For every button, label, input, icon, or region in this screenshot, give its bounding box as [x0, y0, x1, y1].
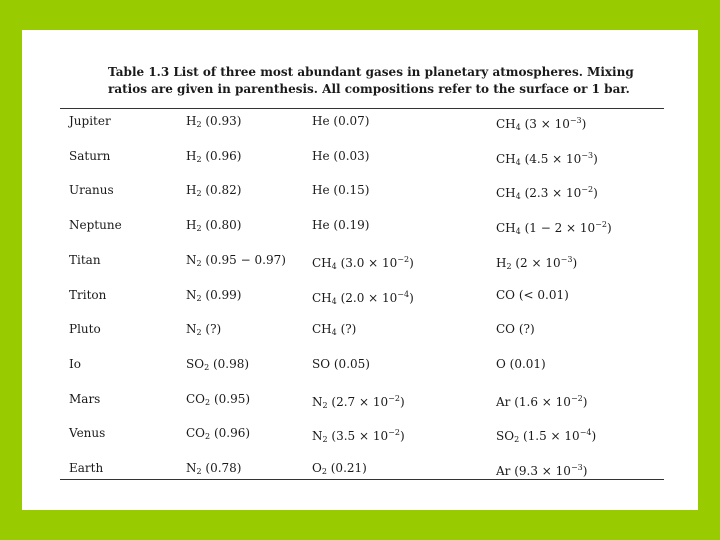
planet-name-cell: Venus	[69, 426, 106, 441]
table-row	[22, 214, 698, 236]
gas3-cell: $SO_2$ $(1.5 \times 10^{-4})$	[496, 428, 597, 445]
gas3-cell: CO (< 0.01)	[496, 287, 569, 302]
gas3-cell: $CH_4$ $(2.3 \times 10^{-2})$	[496, 185, 598, 202]
gas2-cell: $O_2$ (0.21)	[312, 461, 367, 476]
gas1-cell: $N_2$ (0.95 − 0.97)	[186, 252, 286, 268]
gas3-cell: Ar $(1.6 \times 10^{-2})$	[496, 393, 588, 409]
table-row	[22, 249, 698, 271]
gas1-cell: $N_2$ (0.78)	[186, 461, 242, 476]
gas2-cell: He (0.03)	[312, 148, 370, 163]
planet-name-cell: Earth	[69, 461, 104, 475]
table-row	[22, 353, 698, 375]
planet-name-cell: Saturn	[69, 148, 111, 163]
gas3-cell: CO (?)	[496, 322, 535, 337]
planet-name-cell: Triton	[69, 287, 107, 302]
gas3-cell: Ar $(9.3 \times 10^{-3})$	[496, 463, 588, 478]
gas1-cell: $N_2$ (?)	[186, 322, 222, 338]
table-row	[22, 110, 698, 132]
table-row	[22, 457, 698, 479]
planet-name-cell: Titan	[69, 252, 101, 267]
table-row	[22, 388, 698, 410]
gas1-cell: $H_2$ (0.96)	[186, 148, 242, 164]
gas1-cell: $CO_2$ (0.95)	[186, 391, 251, 407]
gas1-cell: $N_2$ (0.99)	[186, 287, 242, 303]
gas1-cell: $H_2$ (0.93)	[186, 114, 242, 129]
gas2-cell: SO (0.05)	[312, 356, 370, 371]
gas1-cell: $CO_2$ (0.96)	[186, 426, 251, 442]
table-row	[22, 318, 698, 340]
planet-name-cell: Jupiter	[69, 114, 111, 128]
table-row	[22, 145, 698, 167]
table-top-rule	[60, 108, 664, 109]
gas2-cell: He (0.19)	[312, 218, 370, 233]
table-row	[22, 422, 698, 444]
gas2-cell: $CH_4$ $(3.0 \times 10^{-2})$	[312, 254, 414, 271]
planet-name-cell: Io	[69, 356, 81, 371]
gas2-cell: $CH_4$ $(2.0 \times 10^{-4})$	[312, 289, 414, 306]
planet-name-cell: Mars	[69, 391, 101, 406]
gas2-cell: $N_2$ $(2.7 \times 10^{-2})$	[312, 393, 405, 410]
gas3-cell: $CH_4$ $(4.5 \times 10^{-3})$	[496, 150, 598, 167]
gas2-cell: $N_2$ $(3.5 \times 10^{-2})$	[312, 428, 405, 445]
gas2-cell: $CH_4$ (?)	[312, 322, 357, 338]
gas3-cell: $CH_4$ $(1 - 2 \times 10^{-2})$	[496, 220, 612, 237]
gas2-cell: He (0.07)	[312, 114, 370, 128]
gas3-cell: $CH_4$ $(3 \times 10^{-3})$	[496, 116, 587, 132]
planet-name-cell: Pluto	[69, 322, 101, 337]
gas1-cell: $SO_2$ (0.98)	[186, 356, 250, 372]
planet-name-cell: Uranus	[69, 183, 114, 198]
gas1-cell: $H_2$ (0.80)	[186, 218, 242, 234]
gas3-cell: O (0.01)	[496, 356, 546, 371]
table-bottom-rule	[60, 479, 664, 480]
table-caption: Table 1.3 List of three most abundant gases in planetary atmospheres. Mixing ratios are given in parenthesis. All compositions refer to the surface or 1 bar.	[108, 65, 634, 96]
document-page	[22, 30, 698, 510]
gas1-cell: $H_2$ (0.82)	[186, 183, 242, 199]
table-row	[22, 284, 698, 306]
gas2-cell: He (0.15)	[312, 183, 370, 198]
planet-name-cell: Neptune	[69, 218, 122, 233]
gas3-cell: $H_2$ $(2 \times 10^{-3})$	[496, 254, 578, 271]
table-row	[22, 179, 698, 201]
